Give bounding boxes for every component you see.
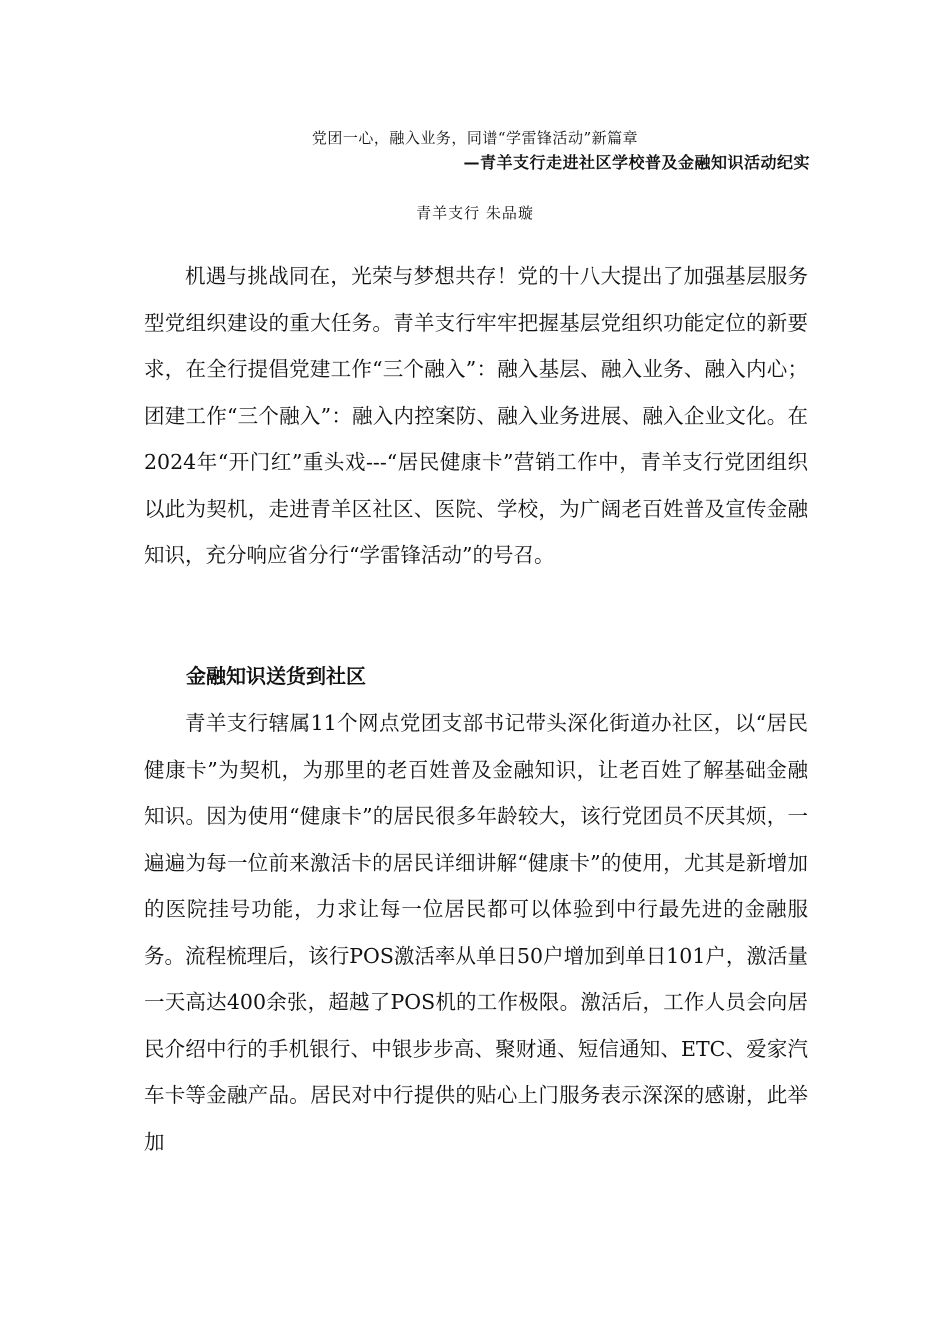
section-paragraph: 青羊支行辖属11个网点党团支部书记带头深化街道办社区，以“居民健康卡”为契机，为那里的老百姓普及金融知识，让老百姓了解基础金融知识。因为使用“健康卡”的居民很多年龄较大，该行党团员不厌其烦，一遍遍为每一位前来激活卡的居民详细讲解“健康卡”的使用，尤其是新增加的医院挂号功能，力求让每一位居民都可以体验到中行最先进的金融服务。流程梳理后，该行POS激活率从单日50户增加到单日101户，激活量一天高达400余张，超越了POS机的工作极限。激活后，工作人员会向居民介绍中行的手机银行、中银步步高、聚财通、短信通知、ETC、爱家汽车卡等金融产品。居民对中行提供的贴心上门服务表示深深的感谢，此举加 xyxy=(144,711,808,1154)
intro-paragraph: 机遇与挑战同在，光荣与梦想共存！党的十八大提出了加强基层服务型党组织建设的重大任务。青羊支行牢牢把握基层党组织功能定位的新要求，在全行提倡党建工作“三个融入”：融入基层、融入业务、融入内心；团建工作“三个融入”：融入内控案防、融入业务进展、融入企业文化。在2024年“开门红”重头戏---“居民健康卡”营销工作中，青羊支行党团组织以此为契机，走进青羊区社区、医院、学校，为广阔老百姓普及宣传金融知识，充分响应省分行“学雷锋活动”的号召。 xyxy=(144,264,808,567)
document-title: 党团一心，融入业务，同谱“学雷锋活动”新篇章 xyxy=(311,129,639,147)
document-author: 青羊支行 朱品璇 xyxy=(416,204,534,222)
document-subtitle: —青羊支行走进社区学校普及金融知识活动纪实 xyxy=(463,153,810,172)
section-heading: 金融知识送货到社区 xyxy=(186,664,366,688)
